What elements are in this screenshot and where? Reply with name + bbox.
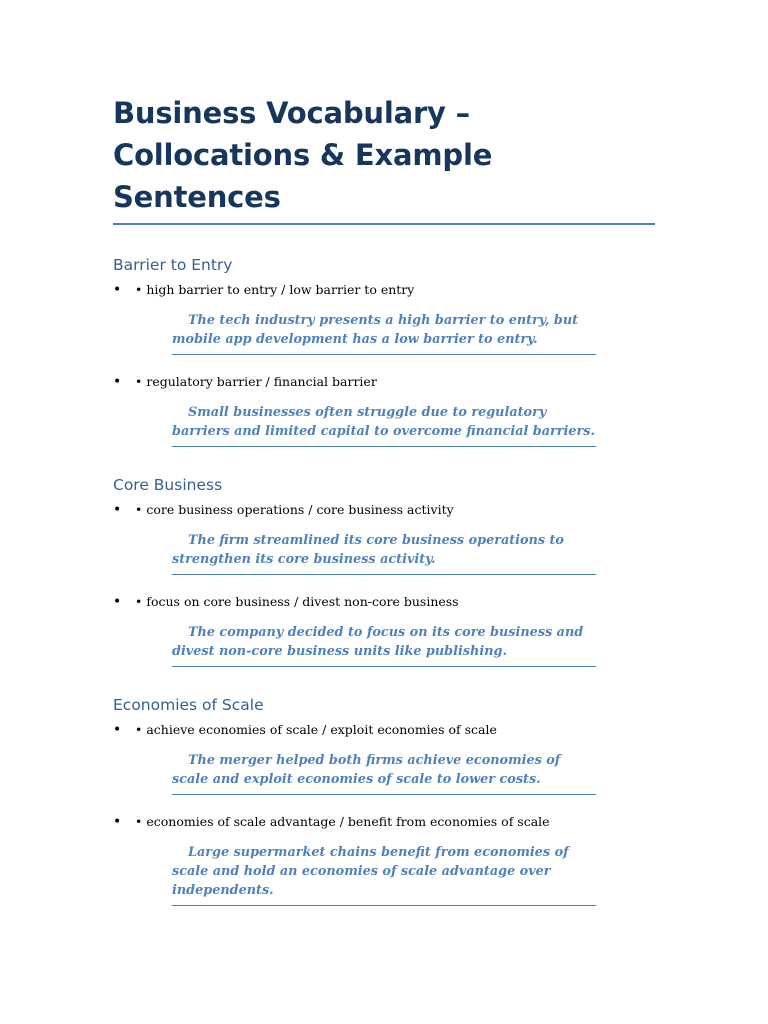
bullet-icon: • [113,374,122,390]
example-sentence: The tech industry presents a high barrier to entry, but mobile app development has a low barrier to entry. [172,311,596,355]
collocation-text: • focus on core business / divest non-core business [135,594,459,609]
list-item [113,373,655,447]
list-item [113,281,655,355]
example-sentence: Small businesses often struggle due to regulatory barriers and limited capital to overcome financial barriers. [172,403,596,447]
section-core-business [113,475,655,667]
section-heading: Economies of Scale [113,696,264,714]
section-heading: Core Business [113,476,223,494]
collocation-line [113,373,655,391]
collocation-text: • achieve economies of scale / exploit economies of scale [135,722,497,737]
document-title: Business Vocabulary – Collocations & Example Sentences [113,92,655,225]
example-sentence: Large supermarket chains benefit from economies of scale and hold an economies of scale advantage over independents. [172,843,596,906]
bullet-icon: • [113,814,122,830]
bullet-icon: • [113,502,122,518]
section-barrier-to-entry [113,255,655,447]
document-page [113,92,655,906]
collocation-text: • economies of scale advantage / benefit from economies of scale [135,814,550,829]
example-sentence: The firm streamlined its core business operations to strengthen its core business activity. [172,531,596,575]
collocation-line [113,721,655,739]
collocation-line [113,281,655,299]
bullet-icon: • [113,282,122,298]
section-heading: Barrier to Entry [113,256,233,274]
section-economies-of-scale [113,695,655,906]
list-item [113,501,655,575]
list-item [113,813,655,906]
collocation-text: • regulatory barrier / financial barrier [135,374,377,389]
bullet-icon: • [113,722,122,738]
list-item [113,593,655,667]
example-sentence: The company decided to focus on its core business and divest non-core business units like publishing. [172,623,596,667]
collocation-line [113,813,655,831]
bullet-icon: • [113,594,122,610]
list-item [113,721,655,795]
example-sentence: The merger helped both firms achieve economies of scale and exploit economies of scale to lower costs. [172,751,596,795]
collocation-line [113,501,655,519]
collocation-text: • core business operations / core business activity [135,502,454,517]
collocation-text: • high barrier to entry / low barrier to entry [135,282,415,297]
collocation-line [113,593,655,611]
